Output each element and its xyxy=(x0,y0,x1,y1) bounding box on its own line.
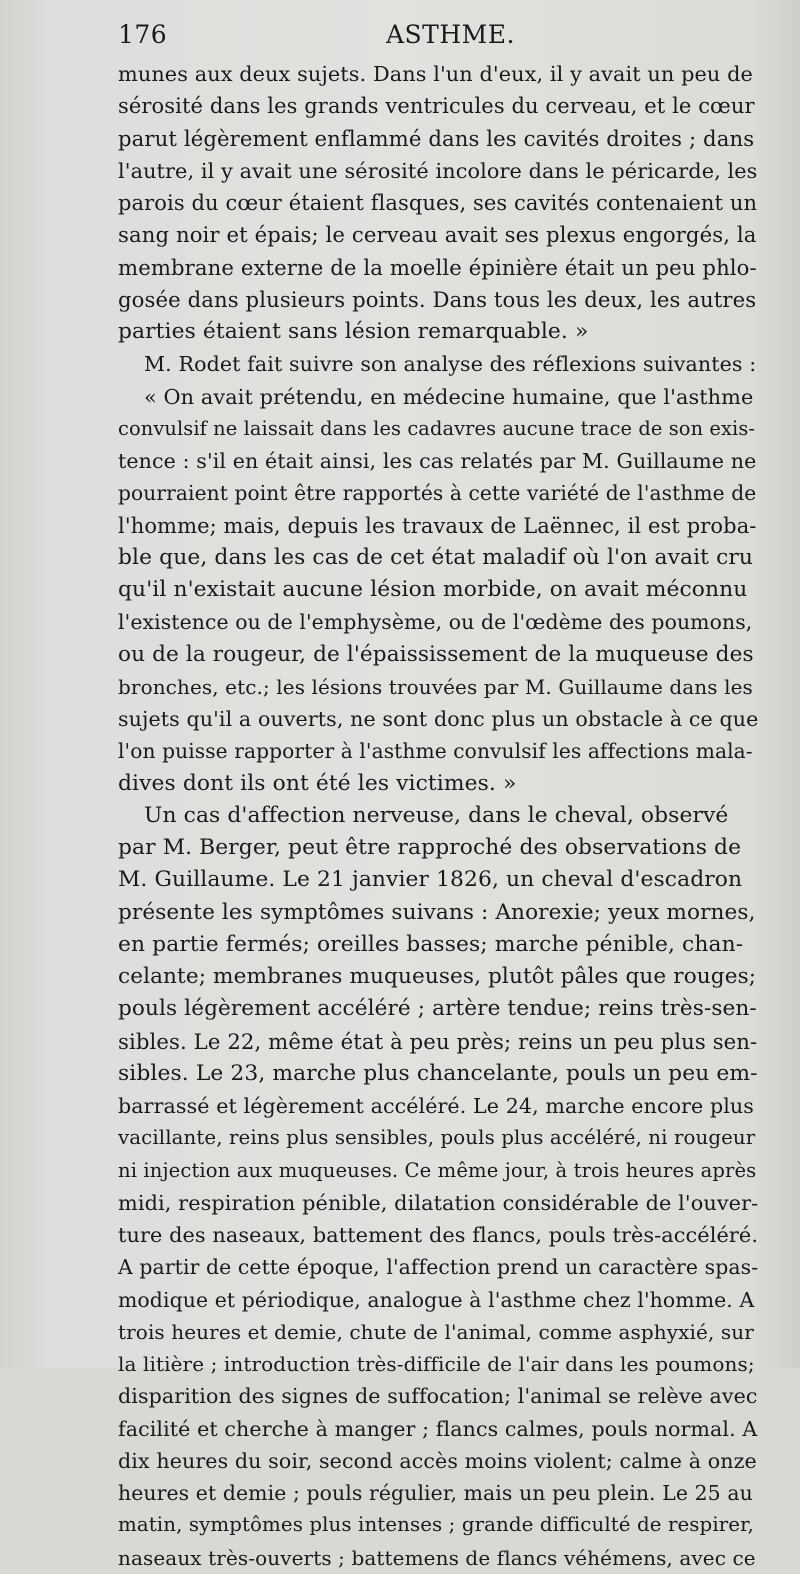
text-line: dives dont ils ont été les victimes. » xyxy=(118,770,517,796)
text-line: sibles. Le 22, même état à peu près; reins un peu plus sen- xyxy=(118,1028,758,1054)
text-line: qu'il n'existait aucune lésion morbide, on avait méconnu xyxy=(118,577,748,602)
text-line: sibles. Le 23, marche plus chancelante, pouls un peu em- xyxy=(118,1060,758,1086)
text-line: disparition des signes de suffocation; l'animal se relève avec xyxy=(118,1384,758,1409)
text-line: présente les symptômes suivans : Anorexie; yeux mornes, xyxy=(118,899,756,925)
running-title: ASTHME. xyxy=(386,20,515,49)
text-line: dix heures du soir, second accès moins violent; calme à onze xyxy=(118,1448,757,1473)
text-line: parties étaient sans lésion remarquable. » xyxy=(118,319,589,344)
text-line: M. Rodet fait suivre son analyse des réflexions suivantes : xyxy=(144,352,757,377)
text-line: heures et demie ; pouls régulier, mais un peu plein. Le 25 au xyxy=(118,1481,753,1505)
text-line: convulsif ne laissait dans les cadavres aucune trace de son exis- xyxy=(118,416,756,440)
text-line: ture des naseaux, battement des flancs, pouls très-accéléré. xyxy=(118,1223,759,1247)
text-line: membrane externe de la moelle épinière était un peu phlo- xyxy=(118,254,757,280)
body-text xyxy=(118,58,758,1574)
text-line: l'homme; mais, depuis les travaux de Laënnec, il est proba- xyxy=(118,513,757,538)
text-line: Un cas d'affection nerveuse, dans le cheval, observé xyxy=(144,802,729,828)
text-line: gosée dans plusieurs points. Dans tous les deux, les autres xyxy=(118,286,757,312)
text-line: parut légèrement enflammé dans les cavités droites ; dans xyxy=(118,125,755,151)
text-line: sujets qu'il a ouverts, ne sont donc plus un obstacle à ce que xyxy=(118,707,759,731)
text-line: barrassé et légèrement accéléré. Le 24, marche encore plus xyxy=(118,1094,754,1118)
text-line: munes aux deux sujets. Dans l'un d'eux, il y avait un peu de xyxy=(118,62,753,86)
text-line: naseaux très-ouverts ; battemens de flancs véhémens, avec ce xyxy=(118,1545,756,1570)
text-line: l'on puisse rapporter à l'asthme convulsif les affections mala- xyxy=(118,739,753,764)
text-line: tence : s'il en était ainsi, les cas relatés par M. Guillaume ne xyxy=(118,449,757,473)
text-line: sang noir et épais; le cerveau avait ses plexus engorgés, la xyxy=(118,222,757,248)
text-line: matin, symptômes plus intenses ; grande difficulté de respirer, xyxy=(118,1513,754,1537)
text-line: modique et périodique, analogue à l'asthme chez l'homme. A xyxy=(118,1287,755,1312)
text-line: la litière ; introduction très-difficile de l'air dans les poumons; xyxy=(118,1352,755,1376)
text-line: ble que, dans les cas de cet état maladif où l'on avait cru xyxy=(118,544,754,570)
page-number: 176 xyxy=(118,20,168,49)
text-line: l'existence ou de l'emphysème, ou de l'œdème des poumons, xyxy=(118,610,753,635)
text-line: pourraient point être rapportés à cette variété de l'asthme de xyxy=(118,481,757,506)
text-line: l'autre, il y avait une sérosité incolore dans le péricarde, les xyxy=(118,158,758,183)
text-line: sérosité dans les grands ventricules du cerveau, et le cœur xyxy=(118,94,755,119)
text-line: A partir de cette époque, l'affection prend un caractère spas- xyxy=(118,1255,759,1280)
text-line: M. Guillaume. Le 21 janvier 1826, un cheval d'escadron xyxy=(118,867,743,893)
text-line: midi, respiration pénible, dilatation considérable de l'ouver- xyxy=(118,1190,759,1215)
text-line: celante; membranes muqueuses, plutôt pâles que rouges; xyxy=(118,964,757,989)
text-line: vacillante, reins plus sensibles, pouls plus accéléré, ni rougeur xyxy=(118,1126,756,1150)
text-line: « On avait prétendu, en médecine humaine, que l'asthme xyxy=(144,384,754,409)
text-line: par M. Berger, peut être rapproché des observations de xyxy=(118,835,742,860)
text-line: ou de la rougeur, de l'épaississement de la muqueuse des xyxy=(118,641,754,667)
page-header xyxy=(118,20,758,52)
text-line: bronches, etc.; les lésions trouvées par M. Guillaume dans les xyxy=(118,674,753,699)
text-line: en partie fermés; oreilles basses; marche pénible, chan- xyxy=(118,931,744,957)
text-line: facilité et cherche à manger ; flancs calmes, pouls normal. A xyxy=(118,1416,758,1441)
text-line: pouls légèrement accéléré ; artère tendue; reins très-sen- xyxy=(118,996,757,1022)
text-line: trois heures et demie, chute de l'animal, comme asphyxié, sur xyxy=(118,1319,754,1344)
text-line: parois du cœur étaient flasques, ses cavités contenaient un xyxy=(118,191,758,215)
text-line: ni injection aux muqueuses. Ce même jour, à trois heures après xyxy=(118,1158,757,1182)
